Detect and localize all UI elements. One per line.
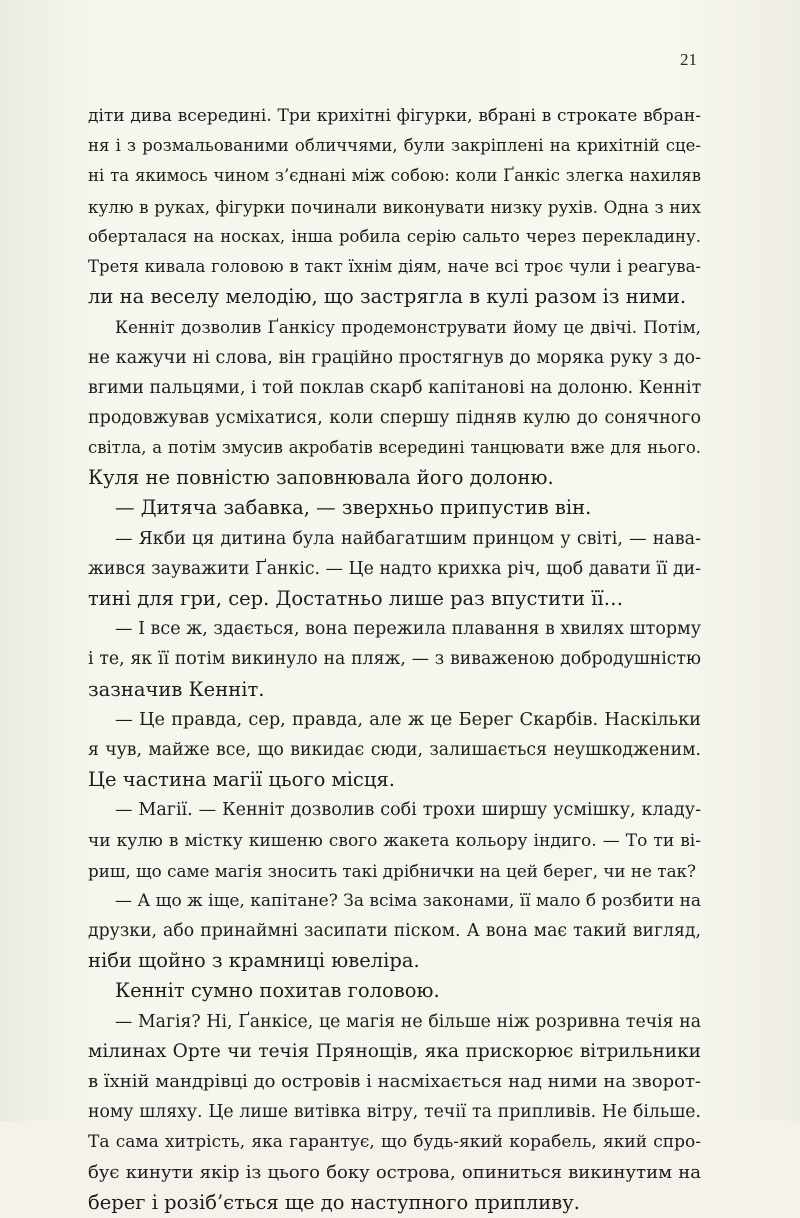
text-line: чи кулю в містку кишеню свого жакета кольору індиго. — То ти ві- (88, 830, 701, 851)
text-line: друзки, або принаймні засипати піском. А вона має такий вигляд, (88, 921, 701, 942)
text-line: зазначив Кенніт. (88, 677, 265, 701)
text-line: жився зауважити Ґанкіс. — Це надто крихка річ, щоб давати її ди- (88, 558, 701, 579)
text-line: світла, а потім змусив акробатів всередині танцювати вже для нього. (88, 438, 701, 458)
text-line: тині для гри, сер. Достатньо лише раз впустити її… (88, 587, 624, 610)
text-line: діти дива всередині. Три крихітні фігурки, вбрані в строкате вбран- (88, 106, 701, 126)
text-line: Це частина магії цього місця. (88, 768, 395, 792)
text-line: продовжував усміхатися, коли спершу підняв кулю до сонячного (88, 407, 701, 428)
text-line: ли на веселу мелодію, що застрягла в кулі разом із ними. (88, 285, 687, 309)
page-number: 21 (680, 50, 697, 69)
text-line: — Якби ця дитина була найбагатшим принцом у світі, — нава- (115, 528, 701, 549)
text-line: ні та якимось чином з’єднані між собою: коли Ґанкіс злегка нахиляв (88, 166, 701, 186)
text-line: Кенніт сумно похитав головою. (115, 979, 440, 1003)
text-line: — Магії. — Кенніт дозволив собі трохи ширшу усмішку, кладу- (115, 800, 701, 821)
text-line: бує кинути якір із цього боку острова, опиниться викинутим на (88, 1161, 701, 1183)
text-line: і те, як її потім викинуло на пляж, — з виваженою добродушністю (88, 649, 701, 670)
text-line: я чув, майже все, що викидає сюди, залишається неушкодженим. (88, 739, 701, 760)
text-line: кулю в руках, фігурки починали виконувати низку рухів. Одна з них (88, 196, 701, 217)
body-text (88, 101, 701, 1218)
text-line: Куля не повністю заповнювала його долоню. (88, 466, 554, 490)
text-line: ня і з розмальованими обличчями, були закріплені на крихітній сце- (88, 136, 701, 156)
text-line: ному шляху. Це лише витівка вітру, течії та припливів. Не більше. (88, 1102, 701, 1123)
text-line: Та сама хитрість, яка гарантує, що будь-який корабель, який спро- (88, 1132, 701, 1153)
text-line: Кенніт дозволив Ґанкісу продемонструвати йому це двічі. Потім, (115, 317, 701, 338)
text-line: — А що ж іще, капітане? За всіма законами, її мало б розбити на (115, 890, 702, 911)
text-line: — Це правда, сер, правда, але ж це Берег Скарбів. Наскільки (115, 709, 701, 730)
text-line: оберталася на носках, інша робила серію сальто через перекладину. (88, 226, 701, 246)
text-line: берег і розіб’ється ще до наступного припливу. (88, 1190, 580, 1214)
text-line: — І все ж, здається, вона пережила плавання в хвилях шторму (115, 619, 701, 640)
text-line: — Дитяча забавка, — зверхньо припустив він. (115, 496, 592, 520)
text-line: риш, що саме магія зносить такі дрібнички на цей берег, чи не так? (88, 860, 697, 881)
text-line: Третя кивала головою в такт їхнім діям, наче всі троє чули і реагува- (88, 256, 701, 276)
text-line: в їхній мандрівці до островів і насміхається над ними на зворот- (88, 1071, 701, 1092)
text-line: не кажучи ні слова, він граційно простягнув до моряка руку з до- (88, 347, 701, 368)
text-line: — Магія? Ні, Ґанкісе, це магія не більше ніж розривна течія на (115, 1011, 701, 1032)
text-line: вгими пальцями, і той поклав скарб капітанові на долоню. Кенніт (88, 377, 702, 398)
text-line: мілинах Орте чи течія Прянощів, яка прискорює вітрильники (88, 1040, 701, 1062)
text-line: ніби щойно з крамниці ювеліра. (88, 949, 420, 973)
